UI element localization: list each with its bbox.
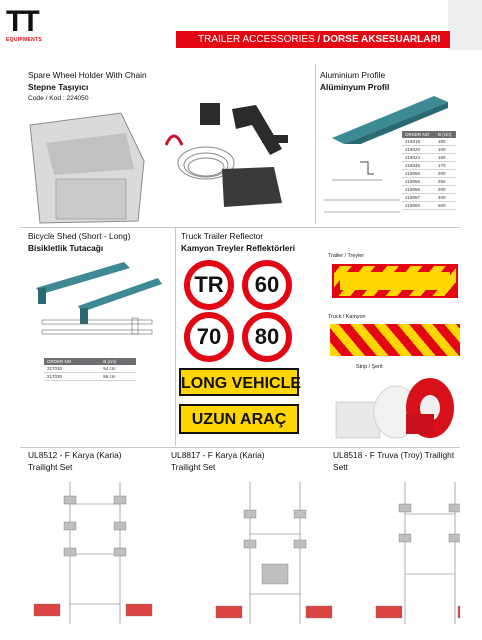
trailight-wiring-diagrams	[30, 474, 460, 638]
reflector-title: Truck Trailer Reflector	[181, 231, 264, 241]
table-cell: 216024	[402, 154, 435, 162]
header-title-tr: DORSE AKSESUARLARI	[323, 34, 441, 45]
table-cell: 216055	[402, 178, 435, 186]
plate-long-vehicle: LONG VEHICLE	[179, 368, 299, 396]
sign-80: 80	[242, 312, 292, 362]
table-cell: 100	[435, 146, 456, 154]
trailight-3-subtitle: Sett	[333, 462, 348, 472]
label-trailer: Trailer / Treyler	[328, 253, 365, 259]
corner-tab	[448, 0, 482, 50]
aluminium-profile-drawing	[322, 150, 402, 222]
label-truck: Truck / Kamyon	[328, 314, 366, 320]
table-cell: 216057	[402, 194, 435, 202]
table-header: ORDER NO	[402, 131, 435, 138]
divider	[20, 227, 460, 228]
sign-70: 70	[184, 312, 234, 362]
bicycle-title: Bicycle Shed (Short - Long)	[28, 231, 131, 241]
table-cell: 160	[435, 138, 456, 146]
table-row	[402, 162, 456, 170]
table-cell: 200	[435, 186, 456, 194]
table-cell: 217030	[44, 373, 100, 381]
table-cell: 216020	[402, 146, 435, 154]
table-row	[402, 154, 456, 162]
table-header: B (cm)	[435, 131, 456, 138]
table-cell: 216046	[402, 162, 435, 170]
table-row	[402, 170, 456, 178]
table-cell: 86 cm	[100, 373, 136, 381]
aluminium-spec-table	[402, 131, 456, 210]
divider	[175, 228, 176, 446]
aluminium-title: Aluminium Profile	[320, 70, 386, 80]
trailight-2-title: UL8817 - F Karya (Karia)	[171, 450, 265, 460]
spare-wheel-illustration	[26, 103, 316, 225]
table-cell: 170	[435, 162, 456, 170]
table-row	[402, 178, 456, 186]
table-cell: 216016	[402, 138, 435, 146]
label-strip: Strip / Şerit	[356, 364, 383, 370]
table-cell: 217010	[44, 365, 100, 373]
table-cell: 54 cm	[100, 365, 136, 373]
reflector-title-tr: Kamyon Treyler Reflektörleri	[181, 243, 296, 253]
trailight-2-subtitle: Trailight Set	[171, 462, 216, 472]
reflective-strip-rolls	[330, 372, 460, 442]
trailight-3-title: UL8518 - F Truva (Troy) Trailight	[333, 450, 455, 460]
trailer-reflector-plate	[332, 264, 458, 298]
spare-wheel-title-tr: Stepne Taşıyıcı	[28, 82, 89, 92]
bicycle-spec-table	[44, 358, 136, 381]
aluminium-title-tr: Alüminyum Profil	[320, 82, 390, 92]
table-row	[402, 194, 456, 202]
trailight-1-subtitle: Trailight Set	[28, 462, 73, 472]
table-cell: 216050	[402, 170, 435, 178]
brand-logo	[6, 7, 64, 51]
table-row	[402, 202, 456, 210]
table-cell: 216060	[402, 202, 435, 210]
truck-reflector-plate	[330, 324, 460, 356]
sign-60: 60	[242, 260, 292, 310]
table-cell: 250	[435, 178, 456, 186]
table-cell: 216056	[402, 186, 435, 194]
table-header: ORDER NO	[44, 358, 100, 365]
table-row	[402, 146, 456, 154]
divider	[20, 447, 460, 448]
table-row	[402, 186, 456, 194]
brand-mark: TT	[6, 5, 37, 38]
table-row	[44, 365, 136, 373]
spare-wheel-code: Code / Kod : 224050	[28, 95, 89, 102]
plate-uzun-arac: UZUN ARAÇ	[179, 404, 299, 434]
table-cell: 400	[435, 194, 456, 202]
header-title-en: TRAILER ACCESSORIES	[198, 34, 315, 45]
table-cell: 200	[435, 170, 456, 178]
header-bar	[176, 31, 450, 48]
trailight-1-title: UL8512 - F Karya (Karia)	[28, 450, 122, 460]
table-header: B (cm)	[100, 358, 136, 365]
table-row	[44, 373, 136, 381]
table-cell: 600	[435, 202, 456, 210]
spare-wheel-title: Spare Wheel Holder With Chain	[28, 70, 147, 80]
table-row	[402, 138, 456, 146]
bicycle-shed-illustration	[28, 258, 168, 358]
table-cell: 150	[435, 154, 456, 162]
header-separator: /	[314, 34, 324, 45]
sign-tr: TR	[184, 260, 234, 310]
brand-subtitle: EQUIPMENTS	[6, 37, 43, 43]
bicycle-title-tr: Bisikletlik Tutacağı	[28, 243, 104, 253]
